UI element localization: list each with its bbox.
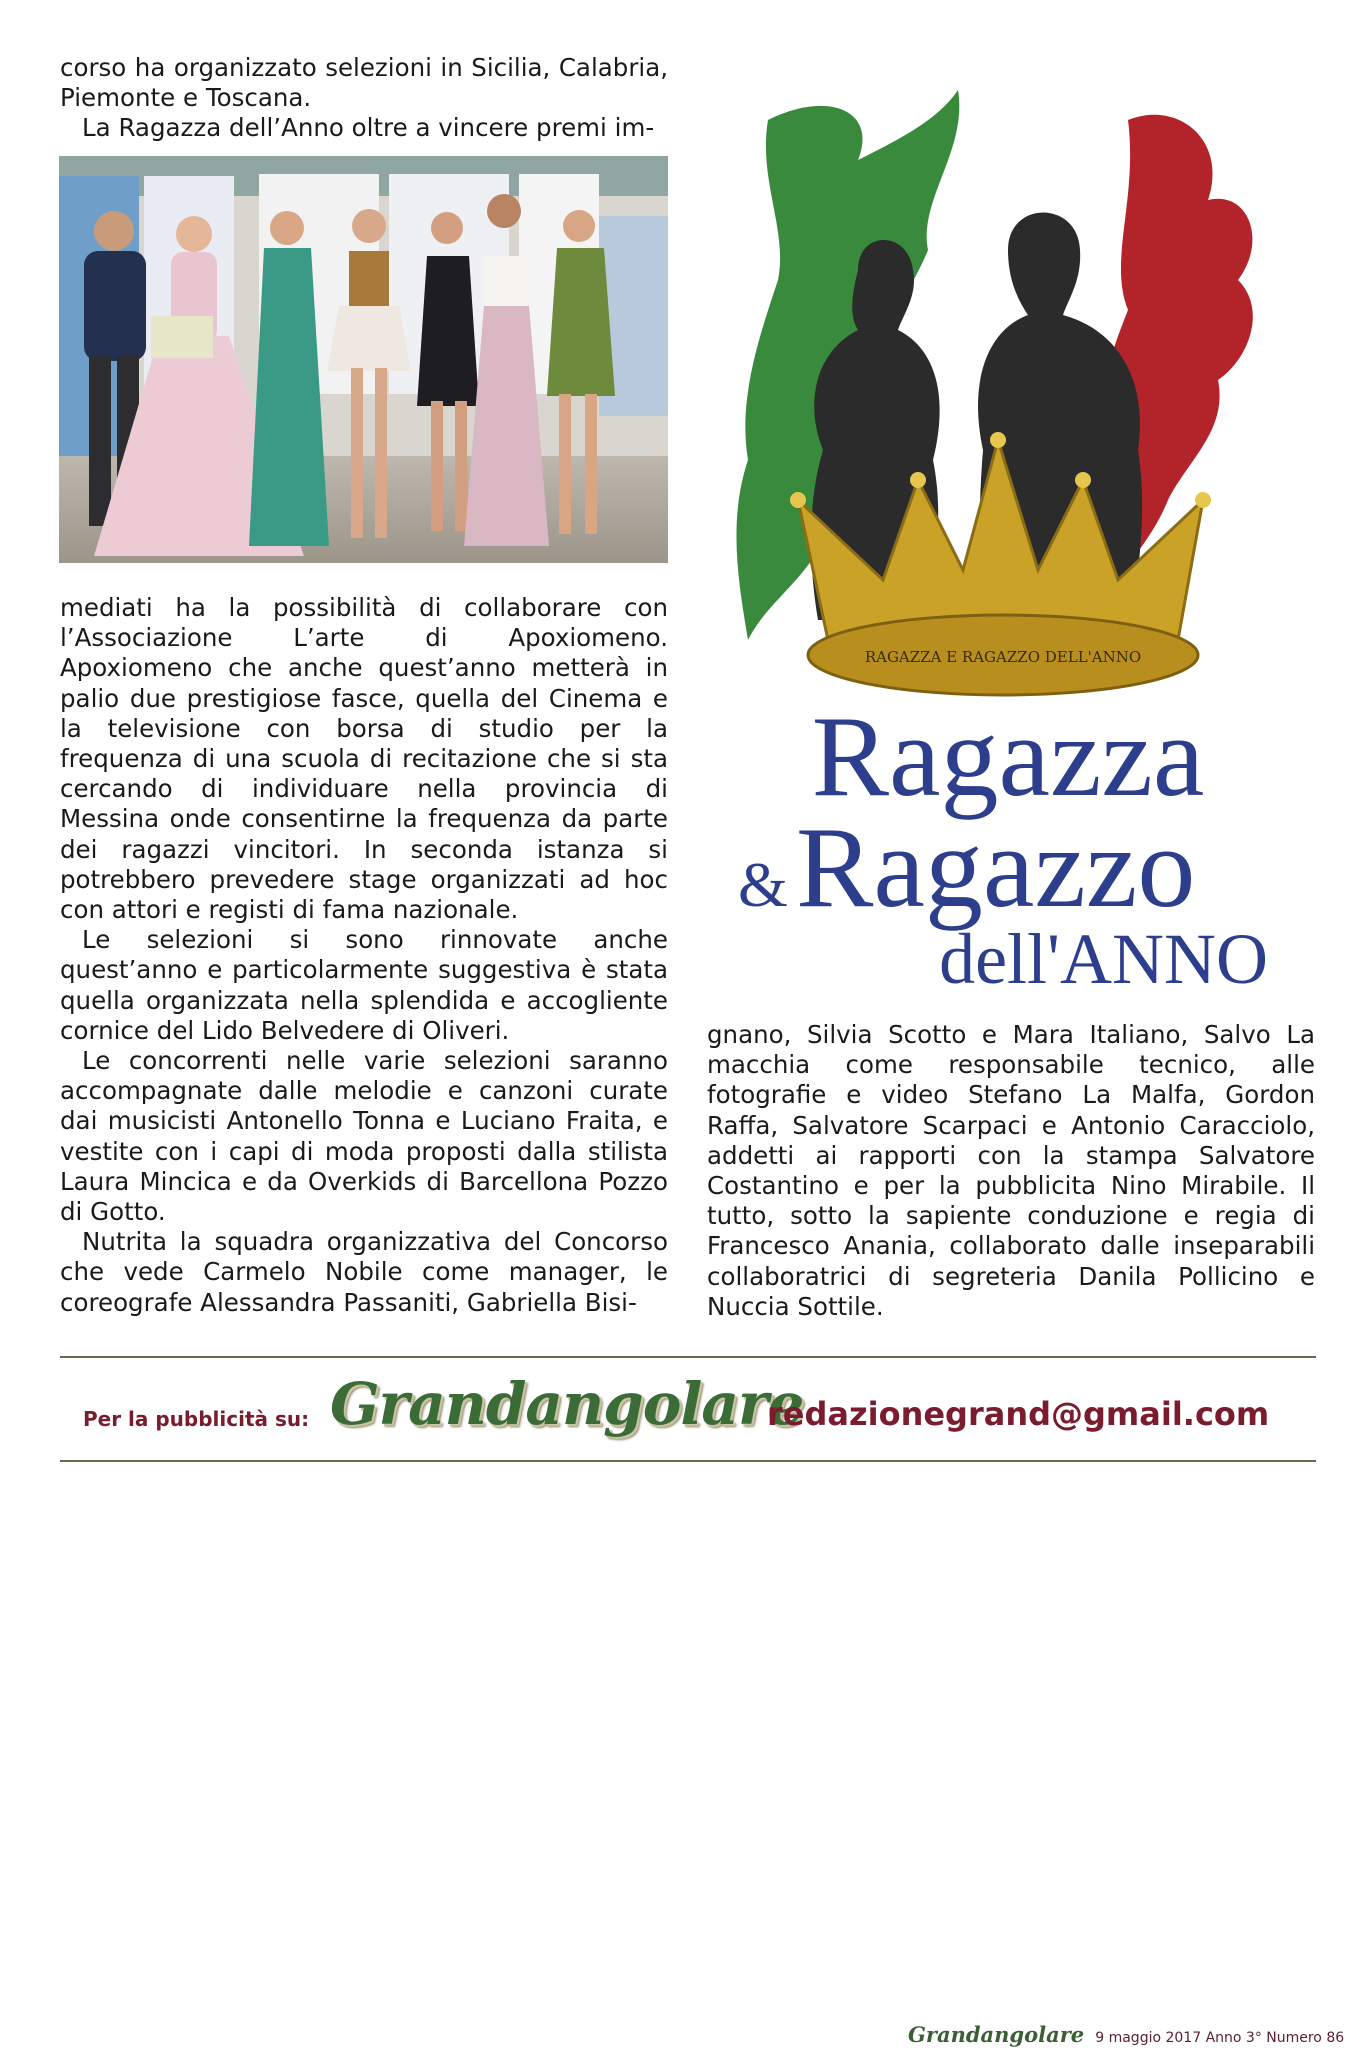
contestants-photo-illustration bbox=[59, 156, 668, 563]
article-paragraph: mediati ha la possibilità di collaborare con l’Associazione L’arte di Apoxiomeno. Apoxiomeno che anche quest’anno metterà in palio due prestigiose fasce, quella del Cinema e la televisione con borsa di studio per la frequenza di una scuola di recitazione che si sta cercando di individuare nella provincia di Messina onde consentirne la frequenza da parte dei ragazzi vincitori. In seconda istanza si potrebbero prevedere stage organizzati ad hoc con attori e registi di fama nazionale. bbox=[60, 593, 668, 925]
page-footer bbox=[908, 2022, 1344, 2047]
article-paragraph: corso ha organizzato selezioni in Sicilia, Calabria, Piemonte e Toscana. bbox=[60, 53, 668, 113]
logo-ampersand: & bbox=[738, 849, 788, 920]
article-paragraph: Le selezioni si sono rinnovate anche quest’anno e particolarmente suggestiva è stata quella organizzata nella splendida e accogliente cornice del Lido Belvedere di Oliveri. bbox=[60, 925, 668, 1045]
promo-divider-bottom bbox=[60, 1460, 1316, 1462]
promo-label: Per la pubblicità su: bbox=[83, 1407, 310, 1431]
article-paragraph: Nutrita la squadra organizzativa del Concorso che vede Carmelo Nobile come manager, le coreografe Alessandra Passaniti, Gabriella Bisi- bbox=[60, 1227, 668, 1317]
footer-brand: Grandangolare bbox=[908, 2022, 1085, 2047]
article-paragraph: gnano, Silvia Scotto e Mara Italiano, Salvo La macchia come responsabile tecnico, alle fotografie e video Stefano La Malfa, Gordon Raffa, Salvatore Scarpaci e Antonio Caracciolo, addetti ai rapporti con la stampa Salvatore Costantino e per la pubblicita Nino Mirabile. Il tutto, sotto la sapiente conduzione e regia di Francesco Anania, collaborato dalle inseparabili collaboratrici di segreteria Danila Pollicino e Nuccia Sottile. bbox=[707, 1020, 1315, 1321]
ragazza-ragazzo-logo bbox=[708, 80, 1318, 990]
promo-brand-logo: Grandangolare bbox=[330, 1370, 804, 1438]
article-paragraph: Le concorrenti nelle varie selezioni saranno accompagnate dalle melodie e canzoni curate dai musicisti Antonello Tonna e Luciano Fraita, e vestite con i capi di moda proposti dalla stilista Laura Mincica e da Overkids di Barcellona Pozzo di Gotto. bbox=[60, 1046, 668, 1227]
contestants-photo bbox=[59, 156, 668, 563]
logo-line-ragazzo: Ragazzo bbox=[796, 804, 1196, 932]
logo-line-ragazza: Ragazza bbox=[811, 693, 1205, 821]
article-paragraph: La Ragazza dell’Anno oltre a vincere premi im- bbox=[82, 113, 655, 143]
article-column-right bbox=[707, 1020, 1315, 1322]
promo-divider-top bbox=[60, 1356, 1316, 1358]
logo-line-dellanno: dell'ANNO bbox=[939, 919, 1268, 990]
logo-artwork bbox=[708, 80, 1318, 990]
footer-issue-info: 9 maggio 2017 Anno 3° Numero 86 bbox=[1095, 2030, 1345, 2046]
logo-crown-band: RAGAZZA E RAGAZZO DELL'ANNO bbox=[864, 648, 1142, 666]
promo-email-link[interactable]: redazionegrand@gmail.com bbox=[767, 1395, 1270, 1433]
article-column-left-bottom bbox=[60, 593, 668, 1318]
article-column-left-top bbox=[60, 53, 668, 144]
